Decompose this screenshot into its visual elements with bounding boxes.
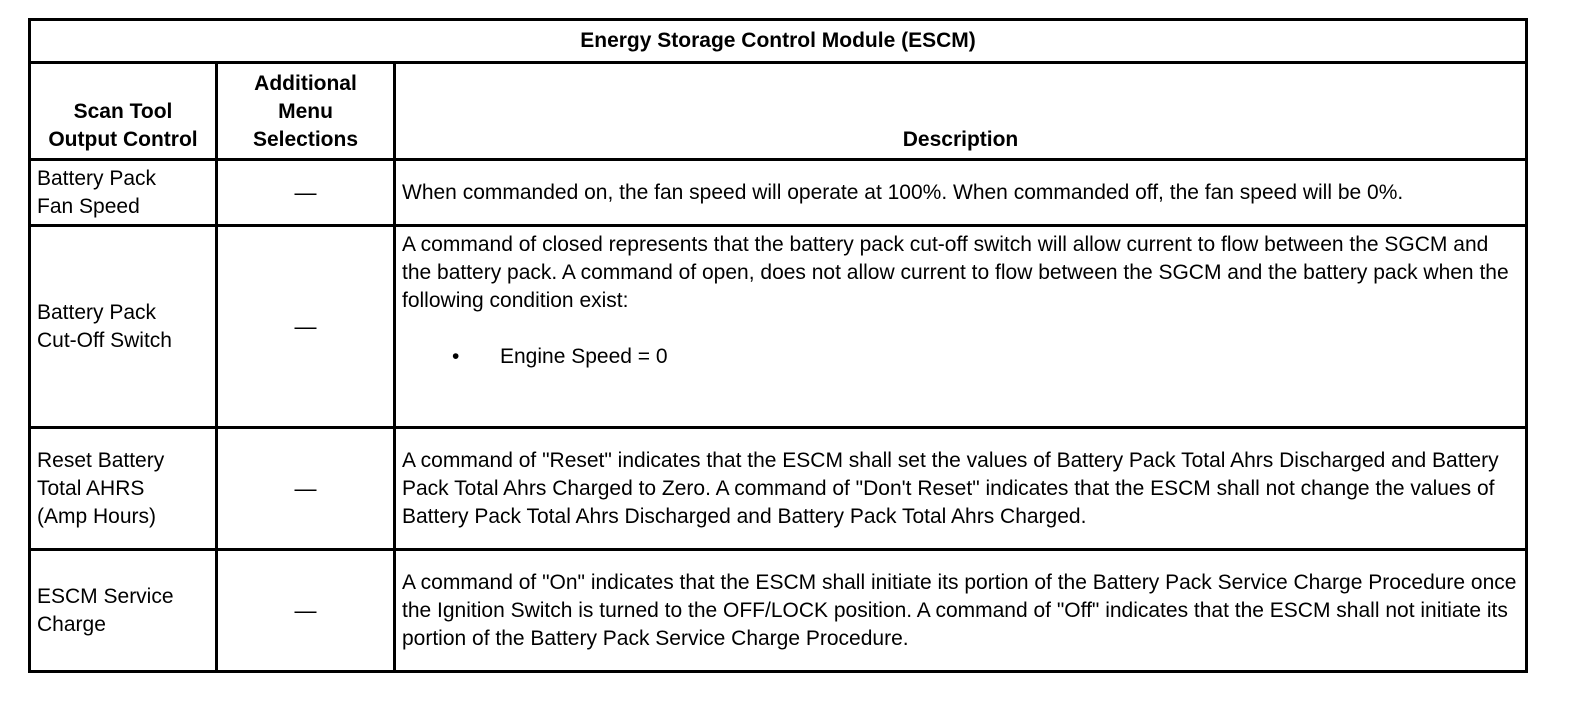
header-additional-menu-selections (217, 63, 395, 160)
escm-output-control-table (28, 18, 1528, 673)
header-text: Menu (278, 100, 333, 123)
menu-selections-cell: — (217, 226, 395, 428)
menu-selections-cell: — (217, 428, 395, 550)
table-title: Energy Storage Control Module (ESCM) (30, 20, 1527, 63)
control-name-line: Charge (37, 612, 106, 636)
control-name-line: ESCM Service (37, 584, 174, 608)
condition-list (402, 343, 1519, 371)
header-text: Output Control (48, 128, 198, 151)
table-header-row (30, 63, 1527, 160)
control-name-cell (30, 428, 217, 550)
menu-selections-cell: — (217, 160, 395, 226)
bullet-icon: • (452, 345, 460, 368)
control-name-line: (Amp Hours) (37, 504, 157, 528)
description-cell: A command of "Reset" indicates that the ESCM shall set the values of Battery Pack Total Ahrs Discharged and Battery Pack Total Ahrs Charged to Zero. A command of "Don't Reset" indicates that the ESCM shall not change the values of Battery Pack Total Ahrs Discharged and Battery Pack Total Ahrs Charged. (395, 428, 1527, 550)
table-title-row (30, 20, 1527, 63)
control-name-line: Fan Speed (37, 194, 140, 218)
condition-text: Engine Speed = 0 (500, 345, 668, 368)
table-row (30, 160, 1527, 226)
table-row (30, 428, 1527, 550)
control-name-line: Total AHRS (37, 476, 145, 500)
control-name-line: Reset Battery (37, 448, 165, 472)
menu-selections-cell: — (217, 550, 395, 672)
header-text: Selections (252, 128, 359, 151)
header-description: Description (395, 63, 1527, 160)
table-row (30, 226, 1527, 428)
control-name-cell (30, 550, 217, 672)
header-scan-tool-output-control (30, 63, 217, 160)
header-text: Scan Tool (73, 100, 173, 123)
control-name-cell (30, 160, 217, 226)
header-text: Additional (254, 72, 357, 95)
list-item (402, 343, 1519, 371)
control-name-cell (30, 226, 217, 428)
description-cell (395, 226, 1527, 428)
description-text: A command of closed represents that the battery pack cut-off switch will allow current to flow between the SGCM and the battery pack. A command of open, does not allow current to flow between the SGCM and the battery pack when the following condition exist: (402, 233, 1509, 312)
description-cell: A command of "On" indicates that the ESCM shall initiate its portion of the Battery Pack Service Charge Procedure once the Ignition Switch is turned to the OFF/LOCK position. A command of "Off" indicates that the ESCM shall not initiate its portion of the Battery Pack Service Charge Procedure. (395, 550, 1527, 672)
control-name-line: Cut-Off Switch (37, 328, 172, 352)
description-cell: When commanded on, the fan speed will operate at 100%. When commanded off, the fan speed will be 0%. (395, 160, 1527, 226)
table-row (30, 550, 1527, 672)
control-name-line: Battery Pack (37, 300, 157, 324)
control-name-line: Battery Pack (37, 166, 157, 190)
